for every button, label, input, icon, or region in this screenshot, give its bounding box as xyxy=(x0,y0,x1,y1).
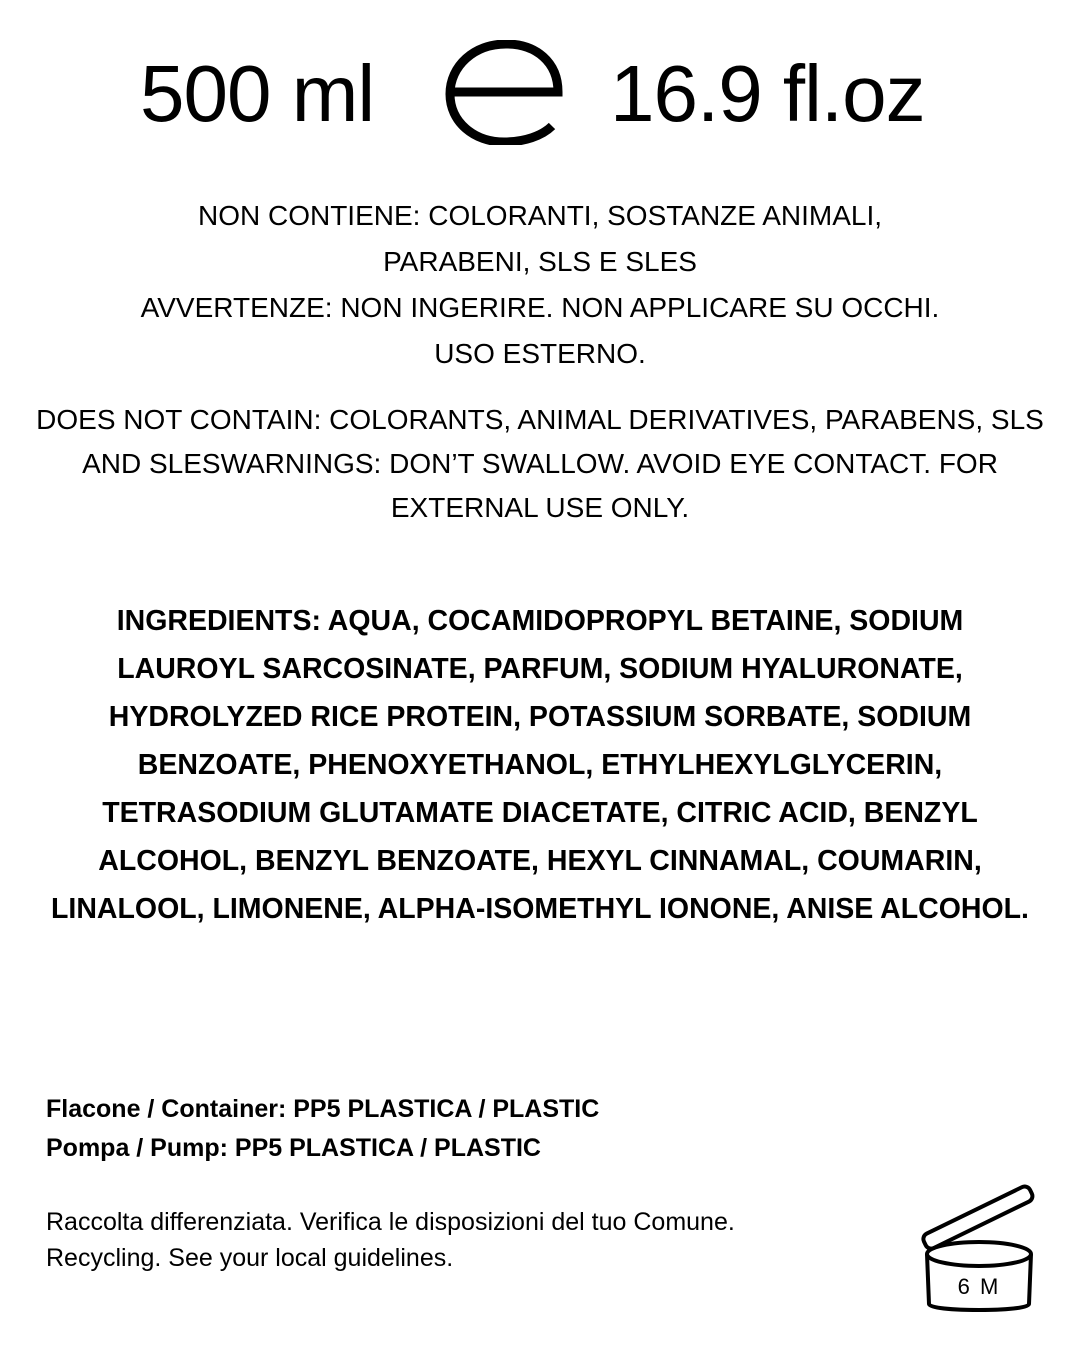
warnings-it-line: USO ESTERNO. xyxy=(434,338,646,369)
packaging-materials xyxy=(46,1090,599,1168)
volume-metric: 500 ml xyxy=(140,49,375,138)
recycling-line-it: Raccolta differenziata. Verifica le disposizioni del tuo Comune. xyxy=(46,1208,735,1236)
recycling-info xyxy=(46,1204,735,1276)
volume-imperial: 16.9 fl.oz xyxy=(610,49,925,138)
ingredients-list: INGREDIENTS: AQUA, COCAMIDOPROPYL BETAINE, SODIUM LAUROYL SARCOSINATE, PARFUM, SODIUM HYALURONATE, HYDROLYZED RICE PROTEIN, POTASSIUM SORBATE, SODIUM BENZOATE, PHENOXYETHANOL, ETHYLHEXYLGLYCERIN, TETRASODIUM GLUTAMATE DIACETATE, CITRIC ACID, BENZYL ALCOHOL, BENZYL BENZOATE, HEXYL CINNAMAL, COUMARIN, LINALOOL, LIMONENE, ALPHA-ISOMETHYL IONONE, ANISE ALCOHOL. xyxy=(51,605,1029,925)
recycling-line-en: Recycling. See your local guidelines. xyxy=(46,1244,454,1272)
pump-material: Pompa / Pump: PP5 PLASTICA / PLASTIC xyxy=(46,1134,541,1162)
warnings-it-line: NON CONTIENE: COLORANTI, SOSTANZE ANIMALI, xyxy=(197,200,883,231)
volume-header xyxy=(0,40,1080,150)
warnings-it-line: PARABENI, SLS E SLES xyxy=(383,246,697,277)
container-material: Flacone / Container: PP5 PLASTICA / PLASTIC xyxy=(46,1095,600,1123)
warnings-italian xyxy=(0,193,1080,377)
estimated-e-icon xyxy=(440,40,570,145)
warnings-english: DOES NOT CONTAIN: COLORANTS, ANIMAL DERIVATIVES, PARABENS, SLS AND SLESWARNINGS: DON’T SWALLOW. AVOID EYE CONTACT. FOR EXTERNAL USE ONLY. xyxy=(36,404,1044,523)
warnings-it-line: AVVERTENZE: NON INGERIRE. NON APPLICARE SU OCCHI. xyxy=(140,292,940,323)
pao-label: 6 M xyxy=(957,1274,1001,1299)
